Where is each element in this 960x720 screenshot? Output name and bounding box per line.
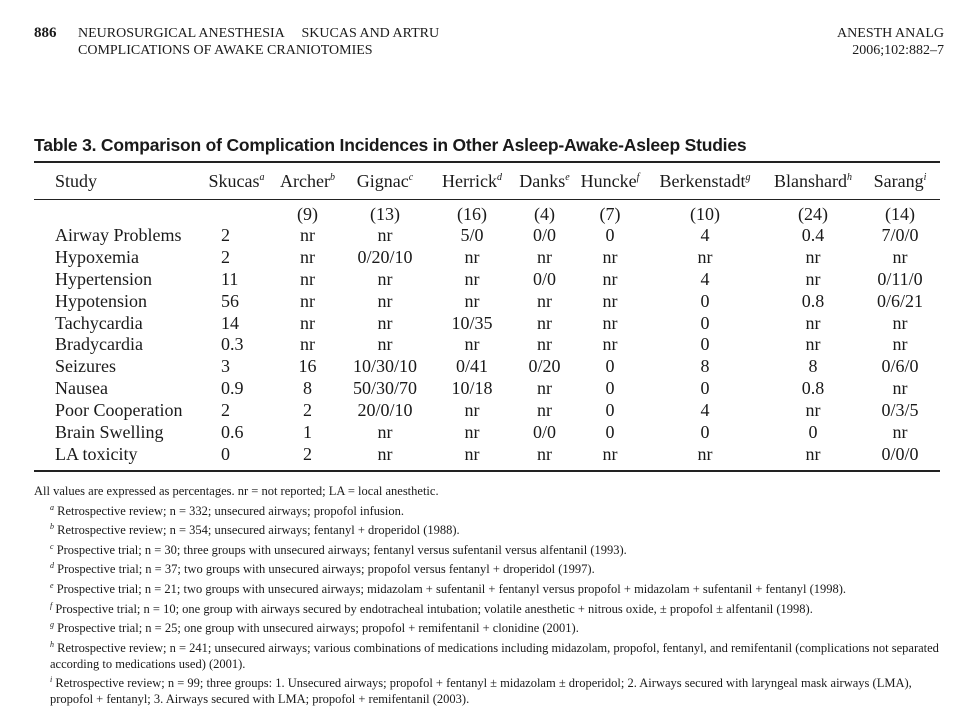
footnote-marker: b [50,522,54,532]
table-cell: 5/0 [460,224,484,245]
table-cell: 2 [221,400,230,421]
footnote-text: Retrospective review; n = 99; three groups: 1. Unsecured airways; propofol + fentanyl ± midazolam ± droperidol; 2. Airways secured with laryngeal mask airways (LMA), propofol + fentanyl; 3. Airways secured with LMA; propofol + remifentanil (2003). [50,676,912,706]
table-row [34,312,940,334]
running-header-right [837,25,944,59]
column-header-label: Danks [519,170,566,191]
column-header [513,164,576,198]
table-row [34,355,940,377]
footnote [34,598,940,618]
table-cell: nr [377,334,393,355]
footnote-marker: e [565,171,570,183]
footnote-text: Prospective trial; n = 30; three groups with unsecured airways; fentanyl versus sufentanil versus alfentanil (1993). [53,542,627,557]
table-row [34,224,940,246]
footnote [34,617,940,637]
table-cell: 0 [700,378,710,399]
table-cell: 0.6 [221,421,244,442]
table-cell: nr [892,421,908,442]
table-cell: nr [602,334,618,355]
table-cell: 4 [700,268,710,289]
row-label: Brain Swelling [55,421,164,442]
footnote-text: Retrospective review; n = 354; unsecured airways; fentanyl + droperidol (1988). [54,523,460,538]
table-row [34,290,940,312]
table-cell: 3 [221,356,230,377]
table-row [34,377,940,399]
table-cell: 4 [700,400,710,421]
table-cell: 8 [700,356,710,377]
table-notes [34,484,940,707]
footnote-marker: c [50,541,54,551]
row-label: Hypotension [55,290,147,311]
table-cell: 0/0 [532,268,556,289]
footnote [34,672,940,707]
table-cell: 50/30/70 [352,378,417,399]
table-cell: 14 [221,312,239,333]
table-cell: 2 [303,443,312,464]
footnote-marker: h [50,640,54,650]
footnote-text: Prospective trial; n = 10; one group with airways secured by endotracheal intubation; volatile anesthetic + nitrous oxide, ± propofol ± alfentanil (1998). [52,601,813,616]
footnote [34,519,940,539]
footnote [34,578,940,598]
column-header [644,164,766,198]
table-cell: 0 [221,443,230,464]
table-cell: 0.4 [801,224,825,245]
row-label: Bradycardia [55,334,143,355]
table-cell: nr [805,312,821,333]
table-row [34,421,940,443]
row-label: LA toxicity [55,443,138,464]
table-cell: 0/6/21 [876,290,923,311]
table-cell: nr [602,312,618,333]
table-cell: 2 [303,400,312,421]
table-cell: nr [464,443,480,464]
row-label: Hypoxemia [55,246,139,267]
table-cell: nr [805,268,821,289]
journal-title: NEUROSURGICAL ANESTHESIA SKUCAS AND ARTRU [78,26,440,41]
table-cell: 0 [605,400,615,421]
table-cell: 10/30/10 [352,356,417,377]
citation: 2006;102:882–7 [852,43,944,58]
table-cell: nr [892,334,908,355]
table-cell: nr [697,443,713,464]
table-cell: nr [300,312,315,333]
table-row [34,333,940,355]
table-cell: 0/3/5 [881,400,919,421]
table-cell: 11 [221,268,239,289]
table-cell: nr [464,334,480,355]
footnote-text: Prospective trial; n = 21; two groups with unsecured airways; midazolam + sufentanil + fentanyl versus propofol + midazolam + sufentanil + fentanyl (1998). [53,582,847,597]
table-cell: nr [300,246,315,267]
row-label: Poor Cooperation [55,400,183,421]
table-row [34,246,940,268]
table-cell: (4) [534,204,555,224]
table-cell: nr [602,246,618,267]
table-cell: 0/41 [455,356,488,377]
table-cell: 0/0 [532,224,556,245]
table-cell: nr [537,378,552,399]
table-cell: 7/0/0 [881,224,919,245]
table-cell: nr [464,421,480,442]
row-label: Hypertension [55,268,152,289]
column-header [197,164,276,198]
footnote-marker: g [50,620,54,630]
footnote [34,539,940,559]
table-cell: 0 [605,421,615,442]
table-cell: nr [805,246,821,267]
footnote [34,500,940,520]
table-cell: 0/0 [532,421,556,442]
table-cell: nr [537,246,552,267]
footnote-list [34,500,940,708]
table-cell: (10) [690,204,720,224]
footnote-marker: c [408,171,414,183]
table-cell: 0/11/0 [877,268,923,289]
table-cell: 0.9 [221,378,244,399]
running-header-left [34,25,439,59]
column-header [339,164,431,198]
column-header-label: Skucas [208,170,260,191]
column-header-label: Gignac [356,170,409,191]
table-cell: 0 [605,356,615,377]
footnote-marker: b [329,171,335,183]
table-cell: nr [602,268,618,289]
table-cell: 1 [303,421,312,442]
table-cell: nr [892,378,908,399]
table-row [34,198,940,224]
table-cell: nr [464,400,480,421]
table-cell: (24) [798,204,828,224]
table-cell: nr [377,421,393,442]
table-cell: nr [537,443,552,464]
table-cell: 0.3 [221,334,244,355]
footnote [34,558,940,578]
table-cell: 0 [605,224,615,245]
notes-intro: All values are expressed as percentages. nr = not reported; LA = local anesthetic. [34,484,439,498]
footnote-marker: i [50,675,53,685]
footnote-marker: d [50,561,54,571]
table-cell: 0/20/10 [357,246,413,267]
table-cell: (14) [885,204,915,224]
table-cell: 0.8 [801,378,825,399]
table-cell: (16) [457,204,487,224]
table-cell: 0/0/0 [881,443,919,464]
table-cell: 8 [303,378,312,399]
table-cell: nr [464,246,480,267]
table-cell: 0/6/0 [881,356,919,377]
table-cell: nr [377,224,393,245]
table-cell: nr [377,268,393,289]
table-cell: nr [464,290,480,311]
table-cell: 0.8 [801,290,825,311]
table-cell: 0 [808,421,818,442]
table-cell: nr [602,443,618,464]
journal-abbrev: ANESTH ANALG [837,26,944,41]
column-header [860,164,940,198]
table-cell [197,198,276,224]
table-cell: nr [602,290,618,311]
table-cell: (9) [297,204,318,224]
table-cell: nr [377,443,393,464]
table-cell: nr [805,400,821,421]
complications-table [34,164,940,465]
footnote-marker: f [50,600,53,610]
row-label: Airway Problems [55,224,182,245]
table-cell: nr [300,268,315,289]
table-cell: 2 [221,224,230,245]
column-header-label: Archer [280,170,330,191]
footnote-text: Retrospective review; n = 332; unsecured airways; propofol infusion. [54,503,405,518]
table-cell: nr [300,334,315,355]
table-cell: 16 [298,356,317,377]
table-cell: nr [892,246,908,267]
table-bottom-rule [34,470,940,472]
table-cell: nr [537,312,552,333]
table-cell: nr [300,224,315,245]
table-cell: 56 [221,290,239,311]
column-header [34,164,197,198]
column-header-label: Berkenstadt [659,170,746,191]
table-cell: 10/18 [451,378,493,399]
table-cell: 0 [700,290,710,311]
table-cell: nr [537,400,552,421]
table-cell: nr [537,334,552,355]
table-top-rule [34,161,940,163]
row-label: Tachycardia [55,312,143,333]
table-cell: nr [300,290,315,311]
table-cell: (7) [599,204,621,224]
table-cell: nr [377,290,393,311]
footnote-marker: d [496,171,502,183]
table-cell: 4 [700,224,710,245]
footnote-marker: h [846,171,852,183]
table-header-row [34,164,940,198]
footnote-text: Prospective trial; n = 25; one group with unsecured airways; propofol + remifentanil + clonidine (2001). [54,621,579,636]
footnote-text: Retrospective review; n = 241; unsecured airways; various combinations of medications including midazolam, propofol, fentanyl, and remifentanil (complications not separated according to medications used) (2001). [50,641,939,671]
row-label: Nausea [55,378,108,399]
column-header [276,164,339,198]
footnote-text: Prospective trial; n = 37; two groups with unsecured airways; propofol versus fentanyl + droperidol (1997). [54,562,595,577]
table-row [34,399,940,421]
table-row [34,268,940,290]
footnote-marker: i [923,171,927,183]
row-label [34,198,197,224]
column-header-label: Sarang [873,170,924,191]
table-cell: 8 [808,356,818,377]
table-cell: (13) [370,204,400,224]
column-header-label: Blanshard [774,170,847,191]
table-cell: nr [805,334,821,355]
table-cell: nr [805,443,821,464]
footnote-marker: g [745,171,751,183]
table-cell: 0 [700,334,710,355]
table-cell: 20/0/10 [357,400,413,421]
row-label: Seizures [55,356,116,377]
footnote-marker: e [50,581,54,591]
table-cell: nr [892,312,908,333]
table-cell: 0 [605,378,615,399]
table-row [34,443,940,465]
page-number: 886 [34,25,57,41]
footnote-marker: f [636,171,640,183]
table-cell: 0 [700,312,710,333]
column-header-label: Herrick [442,170,497,191]
table-cell: 10/35 [451,312,493,333]
article-title: COMPLICATIONS OF AWAKE CRANIOTOMIES [78,43,373,58]
column-header-label: Study [55,170,98,191]
footnote-marker: a [50,502,54,512]
table-cell: nr [377,312,393,333]
table-cell: nr [464,268,480,289]
footnote-marker: a [259,171,265,183]
column-header [766,164,860,198]
table-caption: Table 3. Comparison of Complication Incidences in Other Asleep-Awake-Asleep Studies [34,135,747,155]
table-cell: nr [537,290,552,311]
column-header [576,164,644,198]
table-cell: 0/20 [528,356,561,377]
footnote [34,637,940,672]
table-cell: nr [697,246,713,267]
table-cell: 2 [221,246,230,267]
table-cell: 0 [700,421,710,442]
column-header-label: Huncke [580,170,637,191]
table-body [34,198,940,465]
column-header [431,164,513,198]
